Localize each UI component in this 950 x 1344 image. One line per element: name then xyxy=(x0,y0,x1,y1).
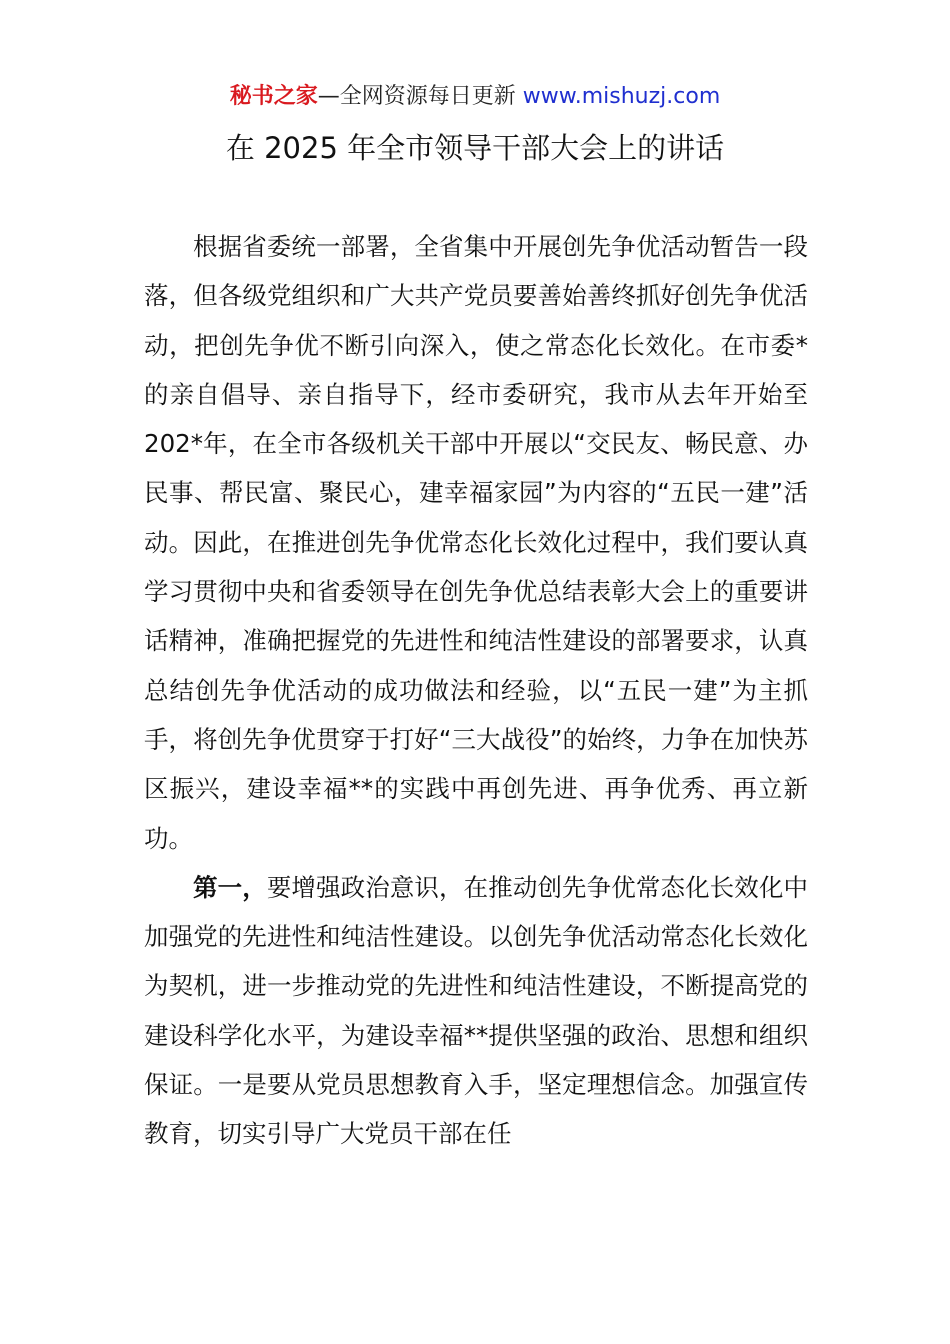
body-paragraph xyxy=(144,863,808,1159)
header-slogan: —全网资源每日更新 xyxy=(317,84,516,109)
site-url-link[interactable]: www.mishuzj.com xyxy=(522,84,721,109)
document-body xyxy=(144,222,808,1159)
paragraph-text: 要增强政治意识，在推动创先争优常态化长效化中加强党的先进性和纯洁性建设。以创先争优活动常态化长效化为契机，进一步推动党的先进性和纯洁性建设，不断提高党的建设科学化水平，为建设幸福**提供坚强的政治、思想和组织保证。一是要从党员思想教育入手，坚定理想信念。加强宣传教育，切实引导广大党员干部在任 xyxy=(144,872,808,1149)
paragraph-text: 根据省委统一部署，全省集中开展创先争优活动暂告一段落，但各级党组织和广大共产党员要善始善终抓好创先争优活动，把创先争优不断引向深入，使之常态化长效化。在市委*的亲自倡导、亲自指导下，经市委研究，我市从去年开始至 202*年，在全市各级机关干部中开展以“交民友、畅民意、办民事、帮民富、聚民心，建幸福家园”为内容的“五民一建”活动。因此，在推进创先争优常态化长效化过程中，我们要认真学习贯彻中央和省委领导在创先争优总结表彰大会上的重要讲话精神，准确把握党的先进性和纯洁性建设的部署要求，认真总结创先争优活动的成功做法和经验，以“五民一建”为主抓手，将创先争优贯穿于打好“三大战役”的始终，力争在加快苏区振兴，建设幸福**的实践中再创先进、再争优秀、再立新功。 xyxy=(144,232,808,853)
document-title: 在 2025 年全市领导干部大会上的讲话 xyxy=(225,131,725,165)
paragraph-lead: 第一， xyxy=(193,872,267,902)
site-header xyxy=(0,82,950,112)
body-paragraph xyxy=(144,222,808,863)
brand-name: 秘书之家 xyxy=(229,84,318,109)
